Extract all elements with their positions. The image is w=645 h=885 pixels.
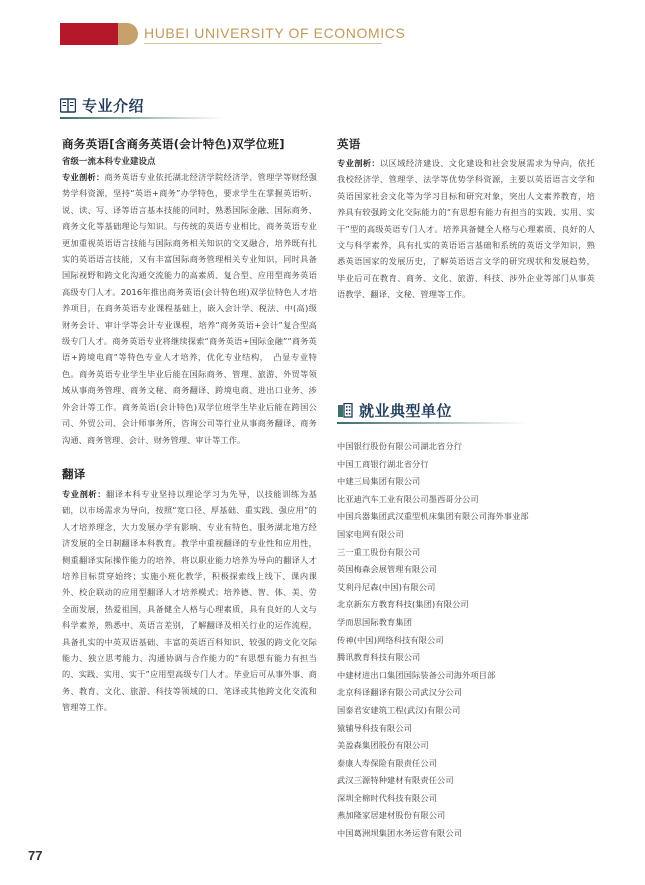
employer-item: 英国梅森会展管理有限公司 — [337, 564, 438, 575]
analysis-label: 专业剖析： — [62, 488, 107, 499]
employer-item: 猿辅导科技有限公司 — [337, 722, 413, 733]
program-title-translation: 翻译 — [62, 466, 86, 481]
section-underline-intro — [60, 117, 225, 119]
employer-item: 深圳全棉时代科技有限公司 — [337, 792, 438, 803]
analysis-text: 商务英语专业依托湖北经济学院经济学、管理学等财经强势学科资源，坚持“英语+商务”办学特色，要求学生在掌握英语听、说、读、写、译等语言基本技能的同时，熟悉国际金融、国际商务、商务文化等基础理论与知识。与传统的英语专业相比，商务英语专业更加重视英语语言技能与国际商务相关知识的交叉融合，培养既有扎实的英语语言技能，又有丰富国际商务管理相关专业知识，同时具备国际视野和跨文化沟通交流能力的高素质、复合型、应用型商务英语高级专门人才。2016年推出商务英语(会计特色班)双学位特色人才培养项目，在商务英语专业课程基础上，嵌入会计学、税法、中(高)级财务会计、审计学等会计专业课程，培养“商务英语+会计”复合型高级专门人才。商务英语专业将继续探索“商务英语+国际金融”“商务英语+跨境电商”等特色专业人才培养，优化专业结构， 凸显专业特色。商务英语专业学生毕业后能在国际商务、管理、旅游、外贸等领域从事商务管理、商务文秘、商务翻译、跨境电商、进出口业务、涉外会计等工作。商务英语(会计特色)双学位班学生毕业后能在跨国公司、外贸公司、会计师事务所、咨询公司等行业从事商务翻译、商务沟通、商务管理、会计、财务管理、审计等工作。 — [62, 172, 317, 445]
employer-item: 比亚迪汽车工业有限公司墨西哥分公司 — [337, 493, 479, 504]
program-title-business-english: 商务英语[含商务英语(会计特色)双学位班] — [62, 137, 285, 151]
header-gold-tab — [118, 23, 138, 45]
section-title-intro: 专业介绍 — [82, 97, 145, 115]
page-header — [0, 23, 645, 45]
book-icon — [60, 98, 76, 113]
page-number: 77 — [28, 848, 43, 863]
program-analysis-translation — [62, 486, 317, 716]
employer-item: 北京新东方教育科技(集团)有限公司 — [337, 599, 469, 610]
building-icon — [337, 403, 353, 418]
analysis-text: 翻译本科专业坚持以理论学习为先导，以技能训练为基础，以市场需求为导向，按照“宽口径、厚基础、重实践、强应用”的人才培养理念，大力发展办学有影响、专业有特色、服务湖北地方经济发展的全日制翻译本科教育。教学中重视翻译的专业性和应用性，侧重翻译实际操作能力的培养，将以职业能力培养为导向的翻译人才培养目标贯穿始终；实施小班化教学，积极探索线上线下、课内课外、校企联动的应用型翻译人才培养模式；培养德、智、体、美、劳全面发展，热爱祖国，具备健全人格与心理素质，具有良好的人文与科学素养，熟悉中、英语言差别，了解翻译及相关行业的运作流程，具备扎实的中英双语基础、丰富的英语百科知识、较强的跨文化交际能力、独立思考能力、沟通协调与合作能力的“有思想有能力有担当的、实践、实用、实干”应用型高级专门人才。毕业后可从事外事、商务、教育、文化、旅游、科技等领域的口、笔译或其他跨文化交流和管理等工作。 — [62, 488, 317, 713]
employer-item: 中建材进出口集团国际装备公司海外项目部 — [337, 669, 496, 680]
university-name: HUBEI UNIVERSITY OF ECONOMICS — [144, 25, 406, 41]
header-red-bar — [60, 23, 118, 45]
employer-item: 腾讯教育科技有限公司 — [337, 652, 421, 663]
employer-item: 学而思国际教育集团 — [337, 616, 413, 627]
employer-item: 中国兵器集团武汉重型机床集团有限公司海外事业部 — [337, 511, 529, 522]
employer-item: 燕加隆家居建材股份有限公司 — [337, 810, 446, 821]
employer-item: 中国葛洲坝集团水务运营有限公司 — [337, 828, 463, 839]
employer-item: 三一重工股份有限公司 — [337, 546, 421, 557]
section-underline-employers — [337, 422, 527, 424]
section-title-employers: 就业典型单位 — [359, 402, 453, 420]
employer-item: 传神(中国)网络科技有限公司 — [337, 634, 444, 645]
employer-item: 中建三局集团有限公司 — [337, 476, 421, 487]
program-title-english: 英语 — [337, 137, 361, 151]
employer-item: 艾利丹尼森(中国)有限公司 — [337, 581, 436, 592]
employer-item: 北京科译翻译有限公司武汉分公司 — [337, 687, 463, 698]
section-heading-employers — [337, 400, 452, 421]
header-underline — [144, 43, 382, 44]
employer-item: 美盈森集团股份有限公司 — [337, 740, 429, 751]
employer-item: 国泰君安建筑工程(武汉)有限公司 — [337, 704, 461, 715]
employer-item: 中国工商银行湖北省分行 — [337, 458, 429, 469]
employer-item: 泰康人寿保险有限责任公司 — [337, 757, 438, 768]
section-heading-intro — [60, 95, 144, 116]
program-subtitle-business-english: 省级一流本科专业建设点 — [62, 157, 156, 167]
program-analysis-business-english — [62, 169, 317, 448]
analysis-label: 专业剖析： — [62, 172, 105, 182]
employer-list — [337, 438, 595, 843]
left-column — [62, 136, 317, 716]
right-column — [337, 136, 595, 303]
employer-item: 国家电网有限公司 — [337, 528, 404, 539]
employer-item: 中国银行股份有限公司湖北省分行 — [337, 441, 463, 451]
analysis-label: 专业剖析： — [337, 158, 381, 168]
program-analysis-english — [337, 155, 595, 303]
analysis-text: 以区域经济建设、文化建设和社会发展需求为导向，依托我校经济学、管理学、法学等优势学科资源，主要以英语语言文学和英语国家社会文化等为学习目标和研究对象，突出人文素养教育，培养具有较强跨文化交际能力的“有思想有能力有担当的实践、实用、实干”型的高级英语专门人才。培养具备健全人格与心理素质、良好的人文与科学素养，具有扎实的英语语言基础和系统的英语文学知识，熟悉英语国家的发展历史，了解英语语言文学的研究现状和发展趋势，毕业后可在教育、商务、文化、旅游、科技、涉外企业等部门从事英语教学、翻译、文秘、管理等工作。 — [337, 158, 595, 300]
employer-item: 武汉三源特种建材有限责任公司 — [337, 775, 454, 786]
